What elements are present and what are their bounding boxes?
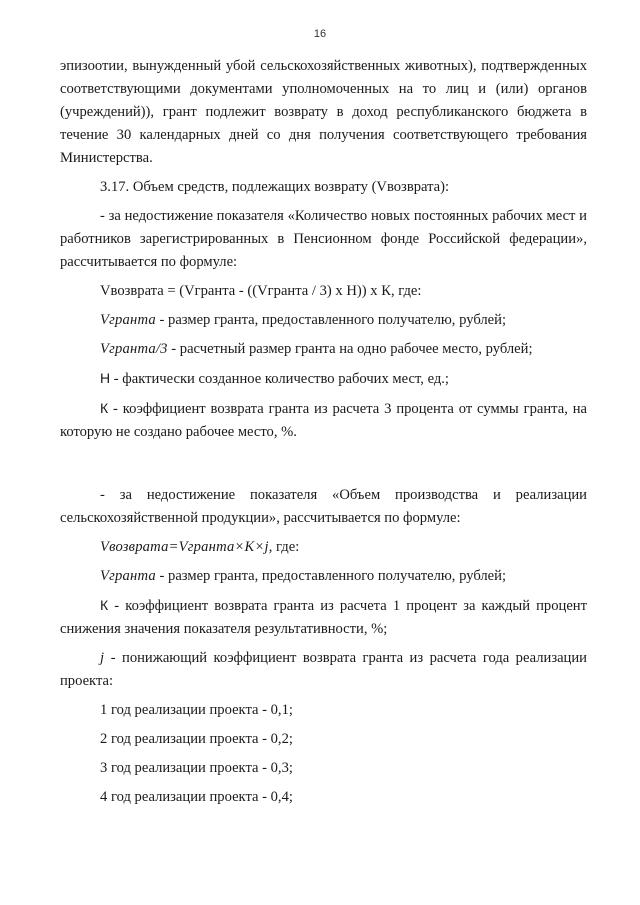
- definition-text: - размер гранта, предоставленного получателю, рублей;: [155, 312, 507, 328]
- definition-text: - коэффициент возврата гранта из расчета 3 процента от суммы гранта, на которую не создано рабочее место, %.: [60, 401, 587, 440]
- formula-2: [60, 536, 587, 559]
- formula-2-tail: , где:: [268, 539, 300, 555]
- definition-jobs-created: [60, 367, 587, 391]
- year-coefficient-2: 2 год реализации проекта - 0,2;: [100, 731, 293, 747]
- symbol-k: К: [100, 597, 109, 613]
- definition-grant-size-2: [60, 565, 587, 588]
- definition-text: - фактически созданное количество рабочих мест, ед.;: [110, 371, 449, 387]
- year-coefficient-1: 1 год реализации проекта - 0,1;: [100, 702, 293, 718]
- symbol-v-granta-3: Vгранта/3: [100, 341, 168, 357]
- symbol-v-granta: Vгранта: [100, 568, 156, 584]
- formula-2-expression: Vвозврата=Vгранта×К×j: [100, 539, 269, 555]
- definition-text: - размер гранта, предоставленного получателю, рублей;: [155, 568, 507, 584]
- definition-text: - понижающий коэффициент возврата гранта из расчета года реализации проекта:: [60, 650, 587, 689]
- symbol-v-granta: Vгранта: [100, 312, 156, 328]
- formula-1: Vвозврата = (Vгранта - ((Vгранта / 3) х Н)) х К, где:: [100, 283, 422, 299]
- page-number: 16: [313, 28, 327, 40]
- symbol-j: j: [100, 650, 105, 666]
- paragraph-production-indicator: - за недостижение показателя «Объем производства и реализации сельскохозяйственной продукции», рассчитывается по формуле:: [60, 487, 587, 526]
- section-3-17-heading: 3.17. Объем средств, подлежащих возврату (Vвозврата):: [100, 179, 450, 195]
- paragraph-continuation: эпизоотии, вынужденный убой сельскохозяйственных животных), подтвержденных соответствующими документами уполномоченных на то лиц и (или) органов (учреждений)), грант подлежит возврату в доход республиканского бюджета в течение 30 календарных дней со дня получения соответствующего требования Министерства.: [60, 58, 587, 166]
- symbol-k: К: [100, 400, 109, 416]
- definition-text: - расчетный размер гранта на одно рабочее место, рублей;: [167, 341, 533, 357]
- definition-coefficient-j: [60, 647, 587, 693]
- definition-coefficient-k-2: [60, 594, 587, 641]
- definition-grant-size: [60, 309, 587, 332]
- year-coefficient-4: 4 год реализации проекта - 0,4;: [100, 789, 293, 805]
- definition-grant-per-job: [60, 338, 587, 361]
- year-coefficient-3: 3 год реализации проекта - 0,3;: [100, 760, 293, 776]
- definition-text: - коэффициент возврата гранта из расчета 1 процент за каждый процент снижения значения показателя результативности, %;: [60, 598, 587, 637]
- symbol-n: Н: [100, 370, 111, 386]
- paragraph-jobs-indicator: - за недостижение показателя «Количество новых постоянных рабочих мест и работников зарегистрированных в Пенсионном фонде Российской федерации», рассчитывается по формуле:: [60, 208, 587, 270]
- document-body: [60, 55, 587, 809]
- definition-coefficient-k: [60, 397, 587, 444]
